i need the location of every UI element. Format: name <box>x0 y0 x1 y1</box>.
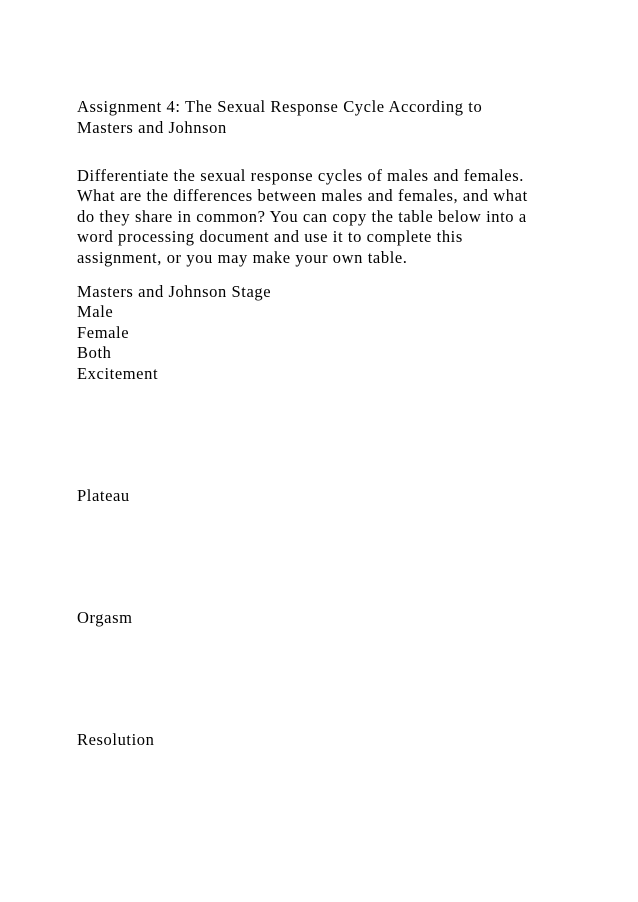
instruction-line-2: What are the differences between males and females, and what <box>77 186 528 205</box>
table-header-both: Both <box>77 343 112 362</box>
instruction-line-5: assignment, or you may make your own table. <box>77 248 408 267</box>
instruction-line-4: word processing document and use it to complete this <box>77 227 463 246</box>
title-line-1: Assignment 4: The Sexual Response Cycle According to <box>77 97 483 116</box>
title-line-2: Masters and Johnson <box>77 118 227 137</box>
stage-resolution: Resolution <box>77 730 155 749</box>
stage-plateau: Plateau <box>77 486 130 505</box>
table-header-female: Female <box>77 323 130 342</box>
table-header-male: Male <box>77 302 114 321</box>
stage-excitement: Excitement <box>77 364 159 383</box>
instruction-line-1: Differentiate the sexual response cycles of males and females. <box>77 166 524 185</box>
instruction-line-3: do they share in common? You can copy the table below into a <box>77 207 527 226</box>
table-header-stage: Masters and Johnson Stage <box>77 282 272 301</box>
stage-orgasm: Orgasm <box>77 608 133 627</box>
